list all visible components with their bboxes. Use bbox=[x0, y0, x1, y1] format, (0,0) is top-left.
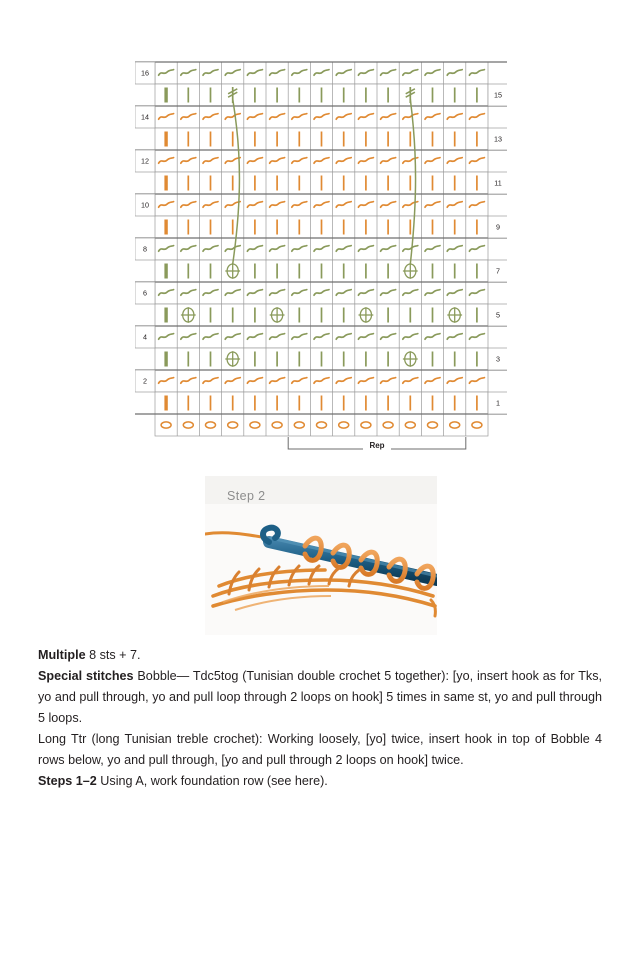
stitch-chart-svg bbox=[135, 58, 507, 458]
row-number-left: 14 bbox=[141, 112, 149, 122]
row-number-left: 12 bbox=[141, 156, 149, 166]
row-number-left: 10 bbox=[141, 200, 149, 210]
stitch-chart bbox=[135, 58, 507, 458]
special-stitches-text: Bobble— Tdc5tog (Tunisian double crochet 5 together): [yo, insert hook as for Tks, yo and pull through, yo and pull loop through 2 loops on hook] 5 times in same st, yo and pull through 5 loops. bbox=[38, 669, 603, 725]
steps-line bbox=[38, 771, 602, 792]
row-number-right: 15 bbox=[494, 90, 502, 100]
row-number-right: 5 bbox=[496, 310, 500, 320]
row-number-left: 4 bbox=[143, 332, 147, 342]
step-photo bbox=[205, 476, 437, 635]
row-number-right: 1 bbox=[496, 398, 500, 408]
multiple-line bbox=[38, 645, 602, 666]
row-number-left: 2 bbox=[143, 376, 147, 386]
row-number-left: 16 bbox=[141, 68, 149, 78]
row-number-left: 8 bbox=[143, 244, 147, 254]
row-number-right: 11 bbox=[494, 178, 502, 188]
long-ttr-line: Long Ttr (long Tunisian treble crochet): Working loosely, [yo] twice, insert hook in top of Bobble 4 rows below, yo and pull through, [yo and pull through 2 loops on hook] twice. bbox=[38, 732, 602, 767]
steps-label: Steps 1–2 bbox=[38, 774, 97, 788]
multiple-label: Multiple bbox=[38, 648, 86, 662]
rep-bracket bbox=[288, 437, 466, 451]
row-number-right: 7 bbox=[496, 266, 500, 276]
row-number-right: 9 bbox=[496, 222, 500, 232]
steps-text: Using A, work foundation row (see here). bbox=[96, 774, 328, 788]
multiple-text: 8 sts + 7. bbox=[85, 648, 141, 662]
row-number-left: 6 bbox=[143, 288, 147, 298]
step-label: Step 2 bbox=[227, 489, 266, 503]
row-number-right: 13 bbox=[494, 134, 502, 144]
instructions-block bbox=[38, 645, 602, 792]
row-number-right: 3 bbox=[496, 354, 500, 364]
special-stitches-label: Special stitches bbox=[38, 669, 134, 683]
special-stitches-line bbox=[38, 666, 602, 729]
rep-label: Rep bbox=[369, 441, 385, 450]
